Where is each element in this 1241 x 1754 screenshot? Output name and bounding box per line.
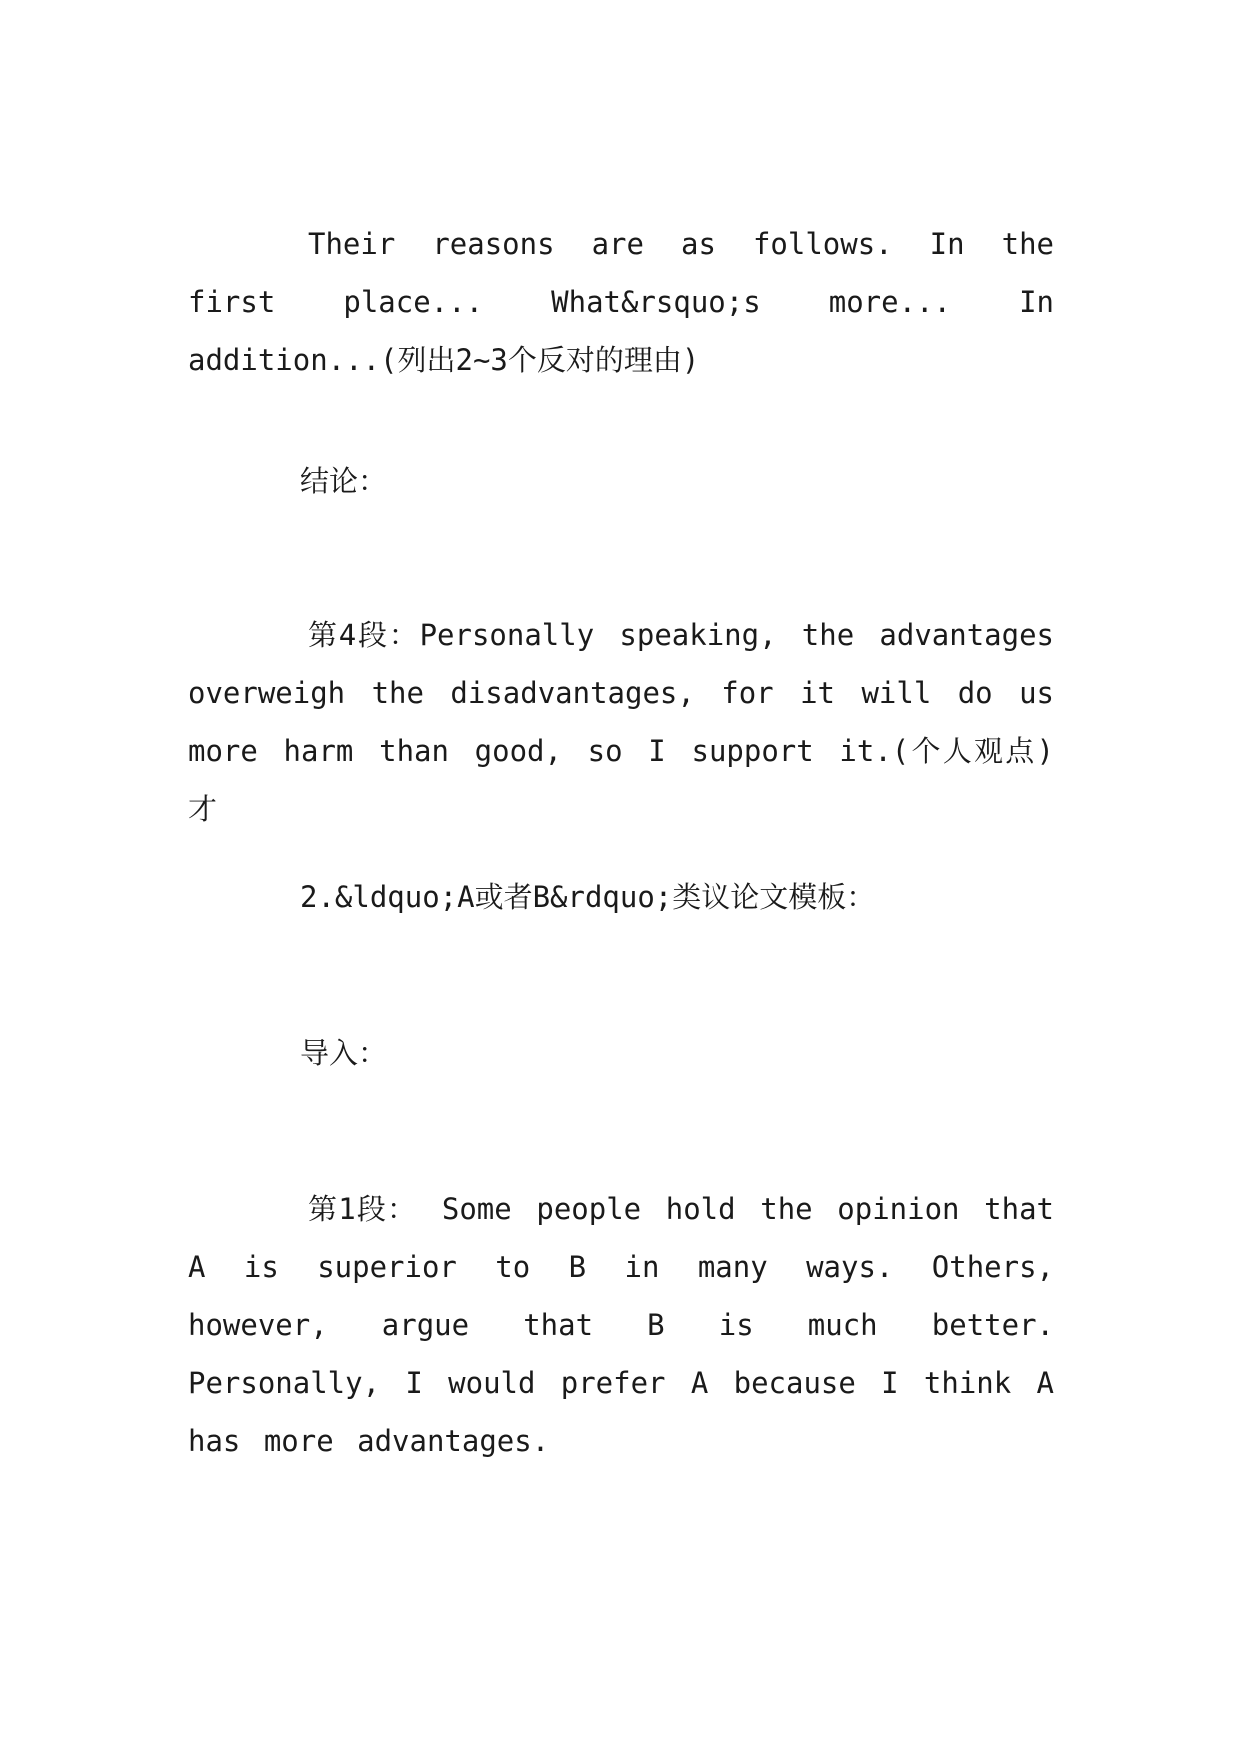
reasons-paragraph: Their reasons are as follows. In the first place... What&rsquo;s more... In addition...(列出2~3个反对的理由): [188, 227, 1054, 377]
paragraph-1: 第1段： Some people hold the opinion that A is superior to B in many ways. Others, however, argue that B is much better. Personally, I would prefer A because I think A has more advantages.: [188, 1192, 1054, 1458]
paragraph-4: 第4段：Personally speaking, the advantages overweigh the disadvantages, for it will do us more harm than good, so I support it.(个人观点)才: [188, 618, 1054, 826]
conclusion-heading: 结论：: [300, 464, 388, 498]
intro-heading: 导入：: [300, 1036, 388, 1070]
template-2-heading: 2.&ldquo;A或者B&rdquo;类议论文模板：: [300, 880, 876, 914]
